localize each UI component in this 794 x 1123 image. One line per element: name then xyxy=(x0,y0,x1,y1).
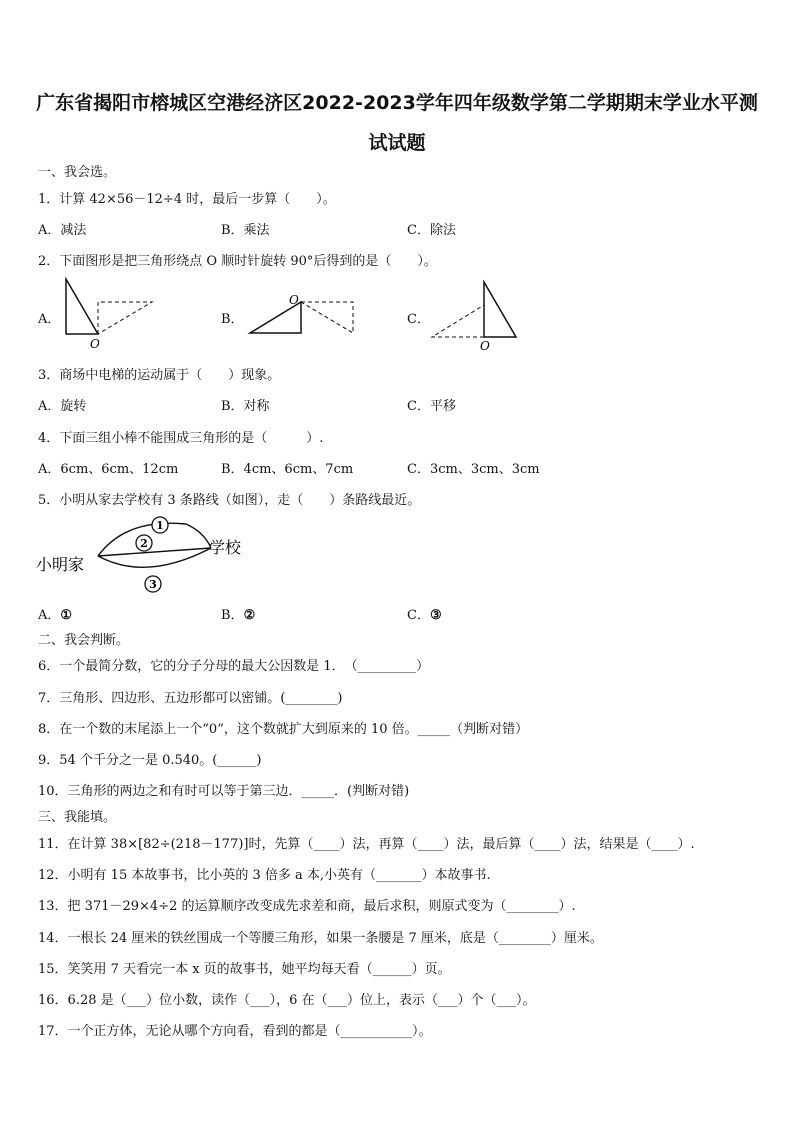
q4-option-a: A．6cm、6cm、12cm xyxy=(38,462,179,477)
question-17: 17．一个正方体，无论从哪个方向看，看到的都是（___________）。 xyxy=(38,1024,432,1039)
page-title-line2: 试试题 xyxy=(368,132,426,154)
question-2: 2．下面图形是把三角形绕点 O 顺时针旋转 90°后得到的是（ ）。 xyxy=(38,254,437,269)
q5-option-a: A．① xyxy=(38,608,73,623)
q2-figure-c xyxy=(428,278,528,352)
q2-figure-b xyxy=(245,288,365,344)
q5-option-b-mark: ② xyxy=(243,608,256,623)
q2-figure-a xyxy=(60,275,160,353)
question-12: 12．小明有 15 本故事书，比小英的 3 倍多 a 本,小英有（_______）本故事书. xyxy=(38,868,491,883)
question-16: 16．6.28 是（___）位小数，读作（___），6 在（___）位上，表示（___）个（___）。 xyxy=(38,993,536,1008)
question-15: 15．笑笑用 7 天看完一本 x 页的故事书，她平均每天看（______）页。 xyxy=(38,962,451,977)
section-heading-1: 一、我会选。 xyxy=(38,165,117,180)
question-14: 14．一根长 24 厘米的铁丝围成一个等腰三角形，如果一条腰是 7 厘米，底是（________）厘米。 xyxy=(38,931,603,946)
q5-option-c: C．③ xyxy=(407,608,442,623)
question-6: 6．一个最简分数，它的分子分母的最大公因数是 1． （_________） xyxy=(38,659,430,674)
question-8: 8．在一个数的末尾添上一个“0”，这个数就扩大到原来的 10 倍。_____（判断对错） xyxy=(38,722,529,737)
q5-route-map xyxy=(36,508,266,598)
section-heading-3: 三、我能填。 xyxy=(38,810,117,825)
q1-option-a: A．减法 xyxy=(38,223,87,238)
q5-route-2-label: 2 xyxy=(140,537,148,550)
q2-option-a: A． xyxy=(38,312,61,327)
question-3: 3．商场中电梯的运动属于（ ）现象。 xyxy=(38,368,281,383)
q3-option-a: A．旋转 xyxy=(38,399,87,414)
question-1: 1．计算 42×56－12÷4 时，最后一步算（ ）。 xyxy=(38,192,336,207)
q5-route-1-label: 1 xyxy=(156,519,164,532)
q2-option-c: C． xyxy=(407,312,430,327)
question-11: 11．在计算 38×[82÷(218－177)]时，先算（____）法，再算（____）法，最后算（____）法，结果是（____）. xyxy=(38,837,695,852)
q2-b-o-label: O xyxy=(289,293,299,307)
question-4: 4．下面三组小棒不能围成三角形的是（ ）. xyxy=(38,431,324,446)
question-7: 7．三角形、四边形、五边形都可以密铺。(________) xyxy=(38,691,343,706)
question-5: 5．小明从家去学校有 3 条路线（如图），走（ ）条路线最近。 xyxy=(38,493,421,508)
q2-c-o-label: O xyxy=(480,339,490,352)
question-10: 10．三角形的两边之和有时可以等于第三边．_____．(判断对错) xyxy=(38,784,410,799)
q5-option-a-mark: ① xyxy=(60,608,73,623)
question-13: 13．把 371－29×4÷2 的运算顺序改变成先求差和商，最后求积，则原式变为（________）. xyxy=(38,899,576,914)
q2-option-b: B． xyxy=(221,312,244,327)
q1-option-c: C．除法 xyxy=(407,223,456,238)
q5-home-label: 小明家 xyxy=(36,555,85,574)
q5-school-label: 学校 xyxy=(209,538,242,557)
q3-option-c: C．平移 xyxy=(407,399,456,414)
question-9: 9．54 个千分之一是 0.540。(______) xyxy=(38,753,262,768)
q5-option-b: B．② xyxy=(221,608,256,623)
q5-route-3-label: 3 xyxy=(149,578,157,591)
q2-a-o-label: O xyxy=(90,337,100,351)
q3-option-b: B．对称 xyxy=(221,399,270,414)
section-heading-2: 二、我会判断。 xyxy=(38,633,130,648)
q4-option-c: C．3cm、3cm、3cm xyxy=(407,462,540,477)
q1-option-b: B．乘法 xyxy=(221,223,270,238)
q5-option-c-mark: ③ xyxy=(429,608,442,623)
q4-option-b: B．4cm、6cm、7cm xyxy=(221,462,354,477)
page-title-line1: 广东省揭阳市榕城区空港经济区2022-2023学年四年级数学第二学期期末学业水平测 xyxy=(36,92,758,114)
